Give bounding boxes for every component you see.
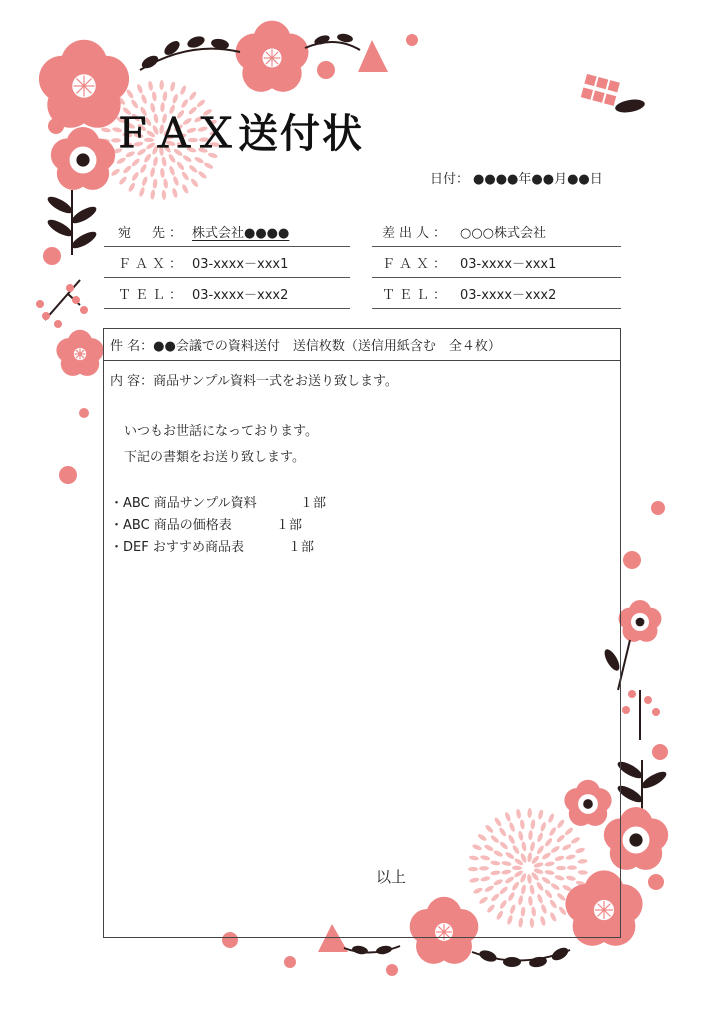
pink-dot bbox=[652, 708, 660, 716]
sender-tel-value: 03-xxxx－xxx2 bbox=[460, 287, 557, 303]
pink-dot bbox=[43, 247, 61, 265]
dandelion-seed bbox=[118, 175, 128, 185]
ring-flower-center bbox=[636, 618, 645, 627]
item-name: ・DEF おすすめ商品表 bbox=[110, 540, 244, 555]
date-label: 日付： bbox=[430, 172, 470, 187]
petal-square bbox=[604, 94, 616, 106]
sender-tel-row bbox=[372, 278, 621, 309]
item-name: ・ABC 商品の価格表 bbox=[110, 518, 232, 533]
sender-label: 差出人： bbox=[382, 225, 451, 241]
recipient-block bbox=[104, 216, 350, 309]
dandelion-seed bbox=[125, 89, 134, 100]
petal-square bbox=[584, 74, 596, 86]
pink-dot bbox=[652, 744, 668, 760]
dandelion-seed bbox=[101, 127, 112, 133]
item-qty: １部 bbox=[300, 496, 327, 511]
leaf bbox=[69, 229, 98, 252]
message-body bbox=[104, 419, 620, 471]
date-line bbox=[430, 168, 603, 187]
ring-flower-center bbox=[629, 833, 642, 846]
dandelion-seed bbox=[160, 168, 165, 178]
pink-dot bbox=[406, 34, 418, 46]
stem bbox=[305, 42, 360, 50]
recipient-label: 宛 先： bbox=[118, 225, 187, 241]
dandelion-seed bbox=[197, 170, 208, 180]
recipient-tel-value: 03-xxxx－xxx2 bbox=[192, 287, 289, 303]
pink-dot bbox=[42, 312, 50, 320]
dandelion-seed bbox=[152, 179, 157, 189]
sender-row bbox=[372, 216, 621, 247]
page-title: ＦＡＸ送付状 bbox=[112, 111, 364, 157]
content-line: 内 容：商品サンプル資料一式をお送り致します。 bbox=[110, 374, 398, 389]
body-line: 下記の書類をお送り致します。 bbox=[124, 450, 305, 465]
recipient-fax-label: ＦＡＸ： bbox=[118, 256, 187, 272]
item-qty: １部 bbox=[288, 540, 315, 555]
dandelion-seed bbox=[188, 164, 198, 174]
pink-dot bbox=[48, 118, 64, 134]
leaf bbox=[614, 97, 646, 114]
pink-dot bbox=[72, 296, 80, 304]
dandelion-seed bbox=[176, 161, 186, 172]
pink-dot bbox=[623, 551, 641, 569]
dandelion-seed bbox=[188, 91, 197, 102]
pink-dot bbox=[59, 466, 77, 484]
dandelion-seed bbox=[150, 189, 156, 199]
recipient-row bbox=[104, 216, 350, 247]
recipient-tel-row bbox=[104, 278, 350, 309]
date-value: ●●●●年●●月●●日 bbox=[473, 172, 603, 187]
pink-dot bbox=[80, 306, 88, 314]
dandelion-seed bbox=[136, 83, 144, 94]
leaf bbox=[503, 957, 521, 967]
pink-dot bbox=[644, 696, 652, 704]
recipient-tel-label: ＴＥＬ： bbox=[118, 287, 187, 303]
dandelion-seed bbox=[169, 81, 176, 92]
list-item bbox=[110, 537, 620, 559]
dandelion-seed bbox=[203, 161, 214, 170]
dandelion-seed bbox=[139, 163, 148, 174]
leaf bbox=[45, 217, 74, 240]
pink-dot bbox=[622, 706, 630, 714]
dandelion-seed bbox=[159, 80, 164, 90]
tulip bbox=[358, 40, 388, 72]
dandelion-seed bbox=[122, 164, 132, 174]
dandelion-seed bbox=[127, 182, 136, 193]
dandelion-seed bbox=[138, 187, 145, 198]
sender-fax-value: 03-xxxx－xxx1 bbox=[460, 256, 557, 272]
pink-dot bbox=[54, 320, 62, 328]
body-line: いつもお世話になっております。 bbox=[124, 424, 318, 439]
ring-flower-center bbox=[76, 153, 89, 166]
leaf bbox=[550, 945, 571, 963]
pink-dot bbox=[317, 61, 335, 79]
pink-dot bbox=[628, 690, 636, 698]
dandelion-seed bbox=[148, 81, 154, 92]
petal-square bbox=[581, 87, 593, 99]
sender-fax-row bbox=[372, 247, 621, 278]
closing-text: 以上 bbox=[376, 868, 407, 886]
dandelion-seed bbox=[172, 176, 180, 187]
recipient-fax-value: 03-xxxx－xxx1 bbox=[192, 256, 289, 272]
pink-dot bbox=[284, 956, 296, 968]
list-item bbox=[110, 493, 620, 515]
petal-square bbox=[596, 77, 608, 89]
pink-dot bbox=[648, 874, 664, 890]
dandelion-seed bbox=[110, 168, 121, 177]
dandelion-seed bbox=[190, 178, 200, 189]
pink-dot bbox=[651, 501, 665, 515]
sender-tel-label: ＴＥＬ： bbox=[382, 287, 451, 303]
pink-dot bbox=[66, 284, 74, 292]
pink-dot bbox=[79, 408, 89, 418]
petal-square bbox=[592, 91, 604, 103]
dandelion-seed bbox=[163, 178, 169, 188]
pink-dot bbox=[36, 300, 44, 308]
leaf bbox=[375, 945, 392, 956]
dandelion-seed bbox=[161, 190, 166, 200]
petal-square bbox=[608, 80, 620, 92]
leaf bbox=[186, 34, 206, 50]
leaf bbox=[478, 948, 498, 964]
dandelion-seed bbox=[162, 91, 167, 101]
dandelion-seed bbox=[141, 176, 149, 187]
document-list bbox=[104, 493, 620, 559]
dandelion-seed bbox=[152, 91, 158, 101]
message-box bbox=[103, 328, 621, 938]
leaf bbox=[69, 204, 98, 227]
dandelion-seed bbox=[179, 85, 187, 96]
leaf bbox=[639, 769, 668, 792]
recipient-fax-row bbox=[104, 247, 350, 278]
sender-name: ○○○株式会社 bbox=[460, 225, 547, 241]
list-item bbox=[110, 515, 620, 537]
leaf bbox=[351, 945, 368, 956]
sender-block bbox=[372, 216, 621, 309]
dandelion-seed bbox=[181, 171, 190, 182]
item-qty: １部 bbox=[276, 518, 303, 533]
recipient-name: 株式会社●●●● bbox=[192, 225, 290, 241]
dandelion-seed bbox=[168, 165, 176, 176]
dandelion-seed bbox=[181, 183, 189, 194]
leaf bbox=[45, 194, 74, 217]
dandelion-seed bbox=[149, 167, 156, 178]
item-name: ・ABC 商品サンプル資料 bbox=[110, 496, 257, 511]
sender-fax-label: ＦＡＸ： bbox=[382, 256, 451, 272]
dandelion-seed bbox=[131, 171, 140, 182]
dandelion-seed bbox=[171, 188, 178, 199]
pink-dot bbox=[386, 964, 398, 976]
subject-line: 件 名：●●会議での資料送付 送信枚数（送信用紙含む 全４枚） bbox=[104, 329, 620, 361]
